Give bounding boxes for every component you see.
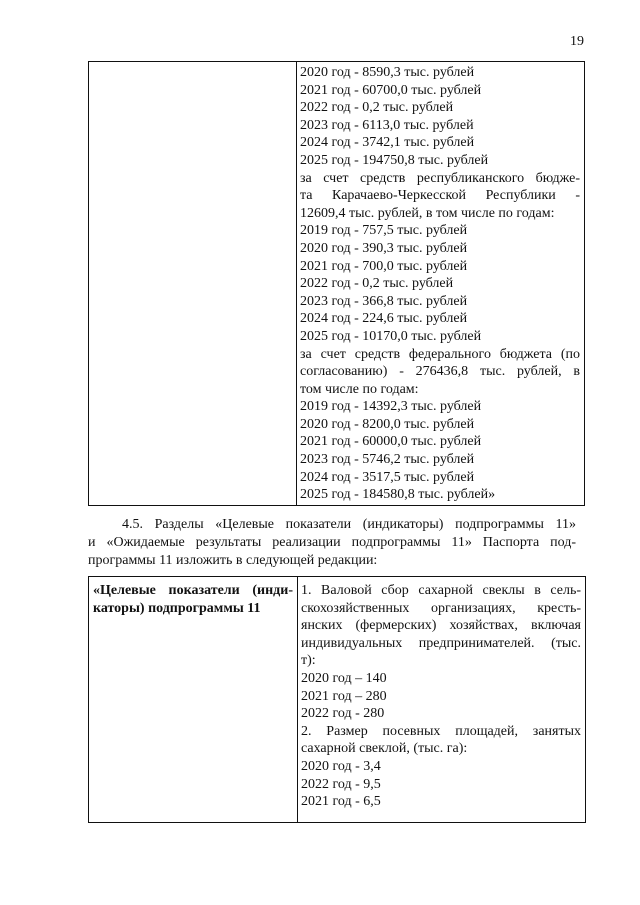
funding-label-cell [89,62,297,506]
indicator-line: янских (фермерских) хозяйствах, включая [301,618,581,634]
funding-line: 2024 год - 3517,5 тыс. рублей [300,469,475,485]
funding-line: том числе по годам: [300,381,419,397]
funding-line: за счет средств республиканского бюдже- [300,170,580,186]
funding-line: за счет средств федерального бюджета (по [300,346,580,362]
funding-line: 2019 год - 14392,3 тыс. рублей [300,399,482,415]
indicator-line: 2022 год - 9,5 [301,776,381,792]
funding-line: 2023 год - 6113,0 тыс. рублей [300,117,474,133]
paragraph-line: программы 11 изложить в следующей редакции: [88,553,378,568]
section-paragraph [88,516,576,570]
indicator-line: 2020 год - 3,4 [301,758,381,774]
funding-line: 2023 год - 366,8 тыс. рублей [300,293,468,309]
funding-line: 2022 год - 0,2 тыс. рублей [300,276,454,292]
indicators-title-cell [89,577,298,823]
funding-line: 2020 год - 8590,3 тыс. рублей [300,65,475,80]
funding-table [88,61,585,506]
indicator-line: 2022 год - 280 [301,706,385,722]
indicator-line: 2020 год – 140 [301,670,387,686]
indicator-line: сахарной свеклой, (тыс. га): [301,741,468,757]
funding-line: 2021 год - 700,0 тыс. рублей [300,258,468,274]
indicator-line: 1. Валовой сбор сахарной свеклы в сель- [301,583,581,598]
funding-line: 2021 год - 60700,0 тыс. рублей [300,82,482,98]
indicator-line: т): [301,653,316,669]
funding-line: 2020 год - 8200,0 тыс. рублей [300,416,475,432]
funding-line: 2024 год - 224,6 тыс. рублей [300,311,468,327]
funding-line: 2025 год - 10170,0 тыс. рублей [300,328,482,344]
funding-line: 2022 год - 0,2 тыс. рублей [300,100,454,116]
indicators-title-line: каторы) подпрограммы 11 [93,600,261,616]
indicator-line: скохозяйственных организациях, кресть- [301,600,581,616]
indicators-title-line: «Целевые показатели (инди- [93,583,293,598]
funding-line: 2025 год - 184580,8 тыс. рублей» [300,487,496,503]
funding-line: 2019 год - 757,5 тыс. рублей [300,223,468,239]
funding-value-cell [297,62,585,506]
indicator-line: 2. Размер посевных площадей, занятых [301,723,581,739]
funding-line: 2020 год - 390,3 тыс. рублей [300,240,468,256]
paragraph-line: 4.5. Разделы «Целевые показатели (индикаторы) подпрограммы 11» [122,517,576,532]
funding-line: 2025 год - 194750,8 тыс. рублей [300,152,489,168]
funding-line: 2024 год - 3742,1 тыс. рублей [300,135,475,151]
indicators-table [88,576,586,823]
page-number: 19 [570,34,584,49]
indicators-row [89,577,586,823]
funding-line: та Карачаево-Черкесской Республики - [300,188,580,204]
indicator-line: 2021 год – 280 [301,688,387,704]
paragraph-line: и «Ожидаемые результаты реализации подпрограммы 11» Паспорта под- [88,535,576,550]
funding-line: 2023 год - 5746,2 тыс. рублей [300,452,475,468]
indicator-line: 2021 год - 6,5 [301,794,381,810]
funding-line: 2021 год - 60000,0 тыс. рублей [300,434,482,450]
indicators-values-cell [298,577,586,823]
funding-line: 12609,4 тыс. рублей, в том числе по годам: [300,205,555,221]
funding-row [89,62,585,506]
funding-line: согласованию) - 276436,8 тыс. рублей, в [300,364,580,380]
indicators-title [93,582,293,617]
indicator-line: индивидуальных предпринимателей. (тыс. [301,635,581,651]
